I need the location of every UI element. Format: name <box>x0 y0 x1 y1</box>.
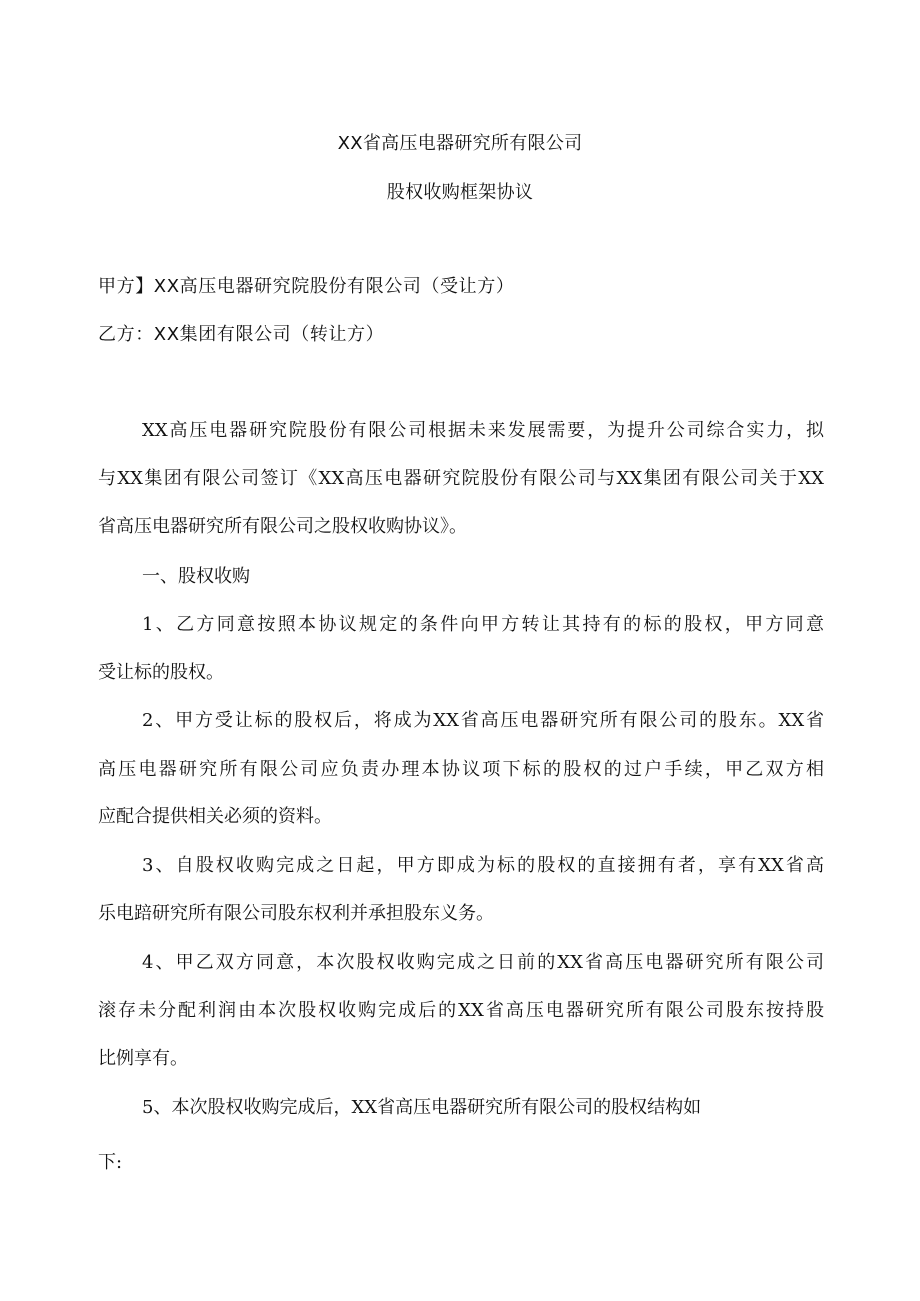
party-b: 乙方：XX集团有限公司（转让方） <box>98 324 385 345</box>
clause-line: 比例享有。 <box>98 1048 188 1069</box>
clause-line: 5、本次股权收购完成后，XX省高压电器研究所有限公司的股权结构如 <box>142 1097 702 1118</box>
document-title: XX省高压电器研究所有限公司 <box>337 133 583 154</box>
document-subtitle: 股权收购框架协议 <box>386 182 534 203</box>
clause-line: 1、乙方同意按照本协议规定的条件向甲方转让其持有的标的股权，甲方同意 <box>142 614 824 635</box>
clause-line: 受让标的股权。 <box>98 662 224 683</box>
intro-line: 省高压电器研究所有限公司之股权收购协议》。 <box>98 516 467 537</box>
clause-line: 高压电器研究所有限公司应负责办理本协议项下标的股权的过户手续，甲乙双方相 <box>98 759 824 780</box>
clause-line: 应配合提供相关必须的资料。 <box>98 806 332 827</box>
clause-line: 乐电踣研究所有限公司股东权利并承担股东义务。 <box>98 903 494 924</box>
intro-line: XX高压电器研究院股份有限公司根据未来发展需要，为提升公司综合实力，拟 <box>142 420 824 441</box>
intro-line: 与XX集团有限公司签订《XX高压电器研究院股份有限公司与XX集团有限公司关于XX <box>98 468 824 489</box>
clause-line: 滚存未分配利润由本次股权收购完成后的XX省高压电器研究所有限公司股东按持股 <box>98 1000 824 1021</box>
party-a: 甲方】XX高压电器研究院股份有限公司（受让方） <box>98 276 515 297</box>
clause-line: 2、甲方受让标的股权后，将成为XX省高压电器研究所有限公司的股东。XX省 <box>142 710 824 731</box>
clause-line: 下: <box>98 1152 123 1173</box>
clause-line: 3、自股权收购完成之日起，甲方即成为标的股权的直接拥有者，享有XX省高 <box>142 855 824 876</box>
clause-line: 4、甲乙双方同意，本次股权收购完成之日前的XX省高压电器研究所有限公司 <box>142 952 824 973</box>
section-heading: 一、股权收购 <box>142 566 250 587</box>
